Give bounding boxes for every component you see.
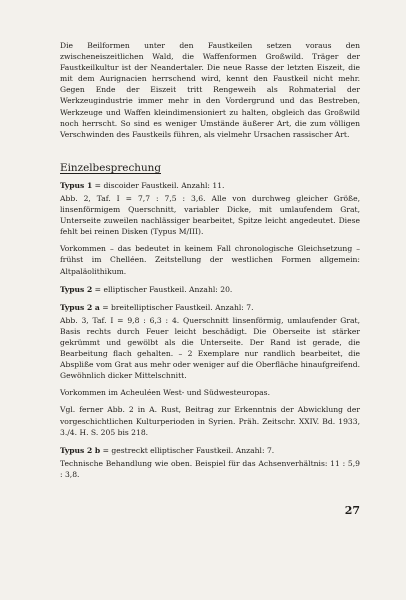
typus-paragraph: Vgl. ferner Abb. 2 in A. Rust, Beitrag zur Erkenntnis der Abwicklung der vorgeschichtlichen Kulturperioden in Syrien. Präh. Zeitschr. XXIV. Bd. 1933, 3./4. H. S. 205 bis 218.: [60, 405, 360, 437]
typus-description: = discoider Faustkeil. Anzahl: 11.: [92, 180, 225, 190]
typus-paragraph: Technische Behandlung wie oben. Beispiel für das Achsenverhältnis: 11 : 5,9 : 3,8.: [60, 458, 360, 479]
typus-heading: [60, 284, 360, 295]
typus-name: Typus 2 b: [60, 445, 101, 455]
page-number: 27: [344, 504, 360, 517]
typus-paragraph: Vorkommen – das bedeutet in keinem Fall chronologische Gleichsetzung – frühst im Chelléen. Zeitstellung der westlichen Formen allgemein: Altpaläolithikum.: [60, 244, 360, 276]
typus-heading: [60, 302, 360, 313]
typus-entry: [60, 284, 360, 295]
page-content: [60, 40, 360, 483]
typus-entry: [60, 302, 360, 438]
typus-description: = breitelliptischer Faustkeil. Anzahl: 7.: [99, 302, 254, 312]
typus-name: Typus 2: [60, 284, 93, 294]
intro-paragraph: Die Beilformen unter den Faustkeilen setzen voraus den zwischeneiszeitlichen Wald, die Waffenformen Großwild. Träger der Faustkeilkultur ist der Neandertaler. Die neue Rasse der letzten Eiszeit, die mit dem Aurignacien herrschend wird, kennt den Faustkeil nicht mehr. Gegen Ende der Eiszeit tritt Rengeweih als Rohmaterial der Werkzeugindustrie immer mehr in den Vordergrund und das Bestreben, Werkzeuge und Waffen kleindimensioniert zu halten, obgleich das Großwild noch herrscht. So sind es weniger Umstände äußerer Art, die zum völligen Verschwinden des Faustkeils führen, als vielmehr Ursachen rassischer Art.: [60, 41, 360, 139]
typus-description: = gestreckt elliptischer Faustkeil. Anzahl: 7.: [100, 445, 275, 455]
section-heading: Einzelbesprechung: [60, 161, 161, 174]
typus-description: = elliptischer Faustkeil. Anzahl: 20.: [92, 284, 233, 294]
typus-name: Typus 2 a: [60, 302, 100, 312]
typus-entry: [60, 445, 360, 480]
typus-entry: [60, 180, 360, 277]
typus-paragraph: Vorkommen im Acheuléen West- und Südwesteuropas.: [60, 388, 270, 398]
typus-heading: [60, 445, 360, 456]
typus-name: Typus 1: [60, 180, 93, 190]
typus-paragraph: Abb. 2, Taf. I = 7,7 : 7,5 : 3,6. Alle von durchweg gleicher Größe, linsenförmigem Querschnitt, variabler Dicke, mit umlaufendem Grat, Unterseite zuweilen nachlässiger bearbeitet, Spitze leicht angedeutet. Diese fehlt bei reinen Disken (Typus M/III).: [60, 193, 360, 237]
typus-paragraph: Abb. 3, Taf. I = 9,8 : 6,3 : 4. Querschnitt linsenförmig, umlaufender Grat, Basis rechts durch Feuer leicht beschädigt. Die Oberseite ist stärker gekrümmt und gewölbt als die Unterseite. Der Rand ist gerade, die Bearbeitung flach gehalten. – 2 Exemplare nur randlich bearbeitet, die Abspliße vom Grat aus mehr oder weniger auf die Oberfläche hinaufgreifend. Gewöhnlich dicker Mittelschnitt.: [60, 315, 360, 381]
typus-heading: [60, 180, 360, 191]
